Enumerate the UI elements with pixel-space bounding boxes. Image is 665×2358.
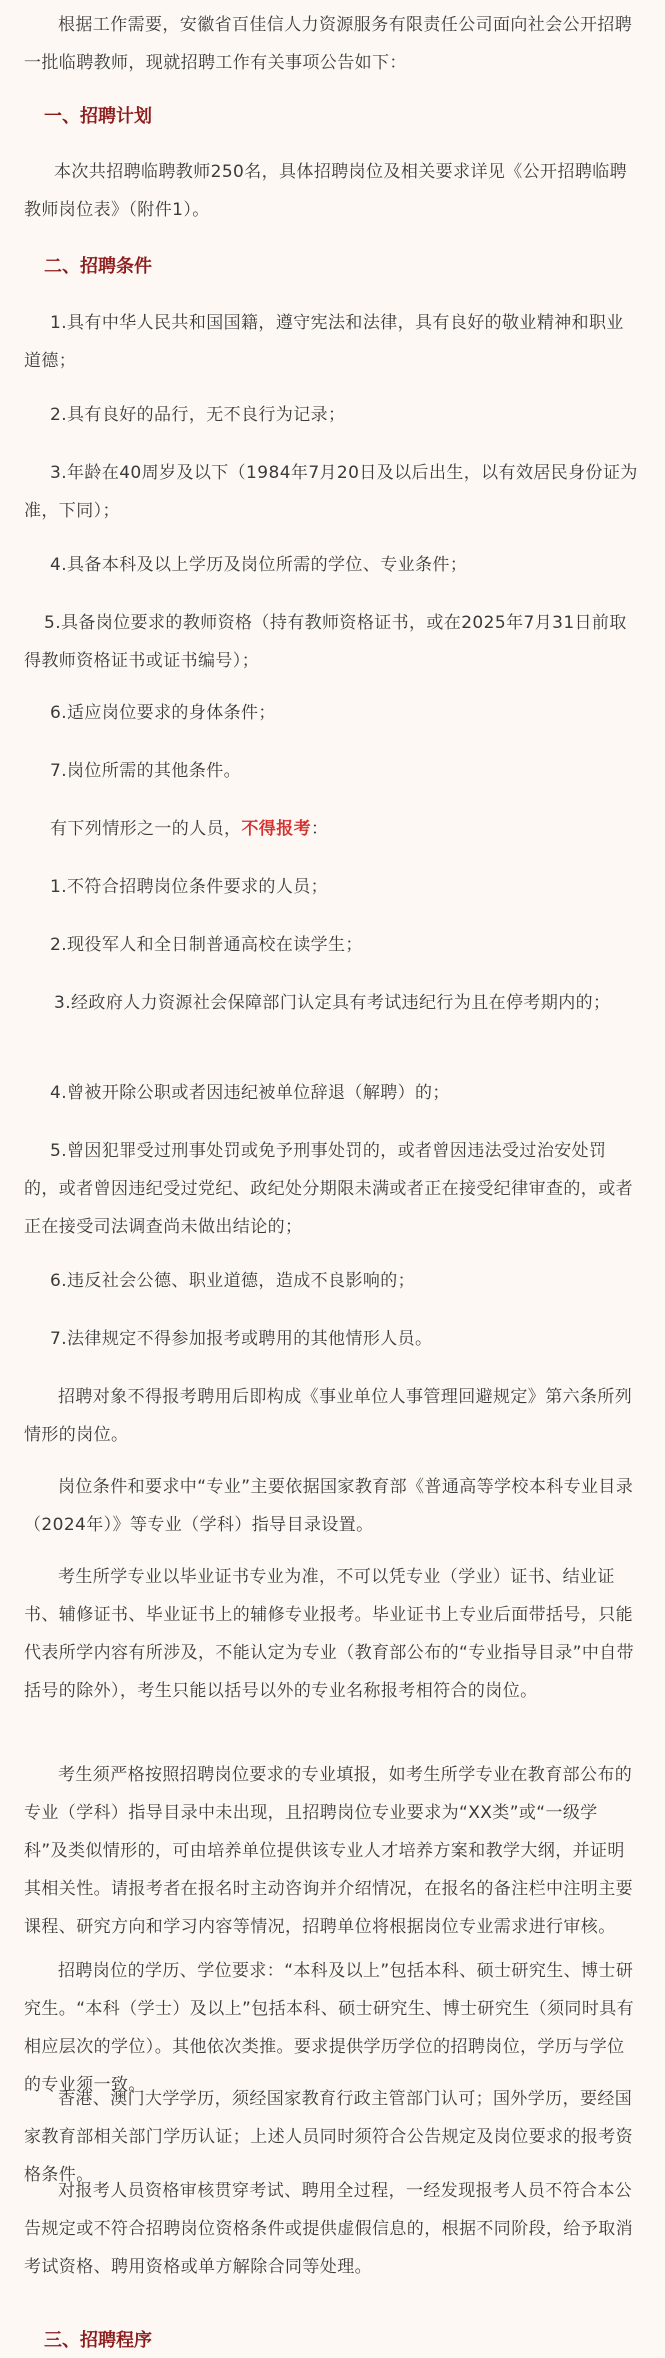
condition-item: 1.具有中华人民共和国国籍，遵守宪法和法律，具有良好的敬业精神和职业道德； bbox=[24, 313, 624, 371]
condition-item: 7.岗位所需的其他条件。 bbox=[50, 761, 242, 781]
exclusion-highlight: 不得报考 bbox=[241, 819, 312, 839]
note-paragraph: 招聘岗位的学历、学位要求：“本科及以上”包括本科、硕士研究生、博士研究生。“本科（学士）及以上”包括本科、硕士研究生、博士研究生（须同时具有相应层次的学位）。其他依次类推。要求提供学历学位的招聘岗位，学历与学位的专业须一致。 bbox=[24, 1961, 635, 2095]
condition-item: 4.具备本科及以上学历及岗位所需的学位、专业条件； bbox=[50, 555, 468, 575]
condition-item: 6.适应岗位要求的身体条件； bbox=[50, 703, 276, 723]
note-paragraph: 考生所学专业以毕业证书专业为准，不可以凭专业（学业）证书、结业证书、辅修证书、毕业证书上的辅修专业报考。毕业证书上专业后面带括号，只能代表所学内容有所涉及，不能认定为专业（教育部公布的“专业指导目录”中自带括号的除外），考生只能以括号以外的专业名称报考相符合的岗位。 bbox=[24, 1567, 635, 1701]
note-paragraph: 香港、澳门大学学历，须经国家教育行政主管部门认可；国外学历，要经国家教育部相关部门学历认证；上述人员同时须符合公告规定及岗位要求的报考资格条件。 bbox=[24, 2089, 633, 2185]
exclusion-item: 4.曾被开除公职或者因违纪被单位辞退（解聘）的； bbox=[50, 1083, 450, 1103]
intro-paragraph: 根据工作需要，安徽省百佳信人力资源服务有限责任公司面向社会公开招聘一批临聘教师，现就招聘工作有关事项公告如下： bbox=[24, 15, 633, 73]
note-paragraph: 考生须严格按照招聘岗位要求的专业填报，如考生所学专业在教育部公布的专业（学科）指导目录中未出现，且招聘岗位专业要求为“XX类”或“一级学科”及类似情形的，可由培养单位提供该专业人才培养方案和教学大纲，并证明其相关性。请报考者在报名时主动咨询并介绍情况，在报名的备注栏中注明主要课程、研究方向和学习内容等情况，招聘单位将根据岗位专业需求进行审核。 bbox=[24, 1765, 633, 1937]
exclusion-item: 2.现役军人和全日制普通高校在读学生； bbox=[50, 935, 363, 955]
exclusion-prefix: 有下列情形之一的人员， bbox=[50, 819, 242, 839]
exclusion-intro bbox=[0, 810, 665, 848]
note-paragraph: 岗位条件和要求中“专业”主要依据国家教育部《普通高等学校本科专业目录（2024年）》等专业（学科）指导目录设置。 bbox=[24, 1477, 634, 1535]
condition-item: 2.具有良好的品行，无不良行为记录； bbox=[50, 405, 346, 425]
section1-heading: 一、招聘计划 bbox=[44, 106, 152, 127]
condition-item: 5.具备岗位要求的教师资格（持有教师资格证书，或在2025年7月31日前取得教师资格证书或证书编号）； bbox=[24, 613, 627, 671]
section2-heading: 二、招聘条件 bbox=[44, 256, 152, 277]
note-paragraph: 对报考人员资格审核贯穿考试、聘用全过程，一经发现报考人员不符合本公告规定或不符合招聘岗位资格条件或提供虚假信息的，根据不同阶段，给予取消考试资格、聘用资格或单方解除合同等处理。 bbox=[24, 2181, 633, 2277]
exclusion-item: 5.曾因犯罪受过刑事处罚或免予刑事处罚的，或者曾因违法受过治安处罚的，或者曾因违纪受过党纪、政纪处分期限未满或者正在接受纪律审查的，或者正在接受司法调查尚未做出结论的； bbox=[24, 1141, 633, 1237]
condition-item: 3.年龄在40周岁及以下（1984年7月20日及以后出生，以有效居民身份证为准，下同）； bbox=[24, 463, 638, 521]
exclusion-item: 1.不符合招聘岗位条件要求的人员； bbox=[50, 877, 329, 897]
section3-heading: 三、招聘程序 bbox=[44, 2330, 152, 2351]
exclusion-item: 7.法律规定不得参加报考或聘用的其他情形人员。 bbox=[50, 1329, 433, 1349]
exclusion-item: 6.违反社会公德、职业道德，造成不良影响的； bbox=[50, 1271, 416, 1291]
exclusion-suffix: ： bbox=[311, 819, 329, 839]
note-paragraph: 招聘对象不得报考聘用后即构成《事业单位人事管理回避规定》第六条所列情形的岗位。 bbox=[24, 1387, 633, 1445]
exclusion-item: 3.经政府人力资源社会保障部门认定具有考试违纪行为且在停考期内的； bbox=[54, 993, 611, 1013]
section1-paragraph: 本次共招聘临聘教师250名，具体招聘岗位及相关要求详见《公开招聘临聘教师岗位表》（附件1）。 bbox=[24, 162, 628, 220]
